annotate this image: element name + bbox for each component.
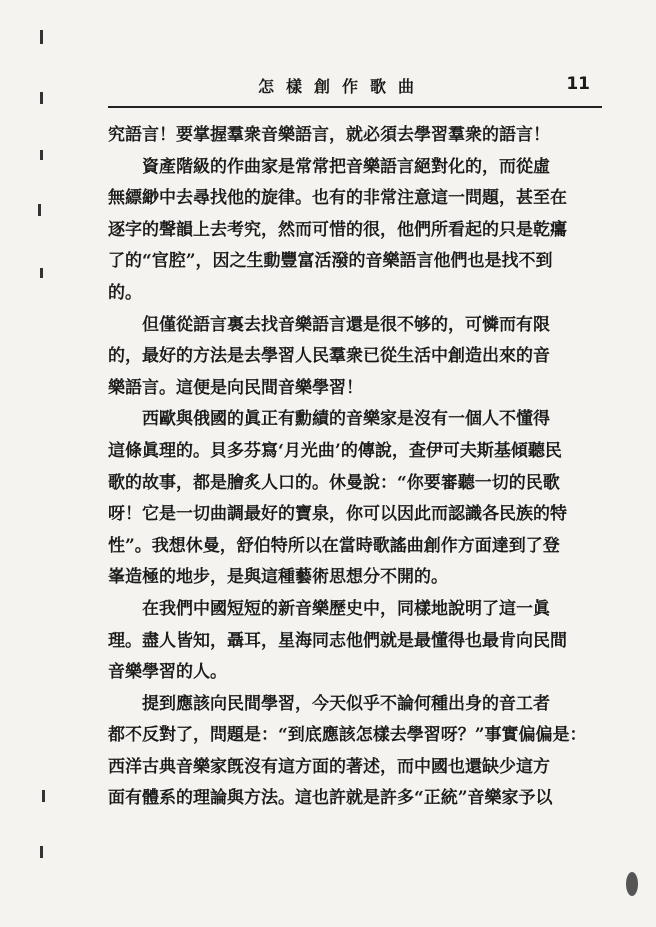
page-number: 11 — [566, 74, 590, 94]
text-line: 峯造極的地步，是與這種藝術思想分不開的。 — [108, 567, 448, 588]
binding-mark — [40, 268, 43, 278]
running-header — [108, 74, 594, 100]
text-line: 逐字的聲韻上去考究，然而可惜的很，他們所看起的只是乾癟 — [108, 219, 567, 240]
text-line: 但僅從語言裏去找音樂語言還是很不够的，可憐而有限 — [142, 314, 550, 335]
text-line: 歌的故事，都是膾炙人口的。休曼說：“你要審聽一切的民歌 — [108, 472, 560, 493]
binding-mark — [38, 204, 41, 216]
binding-mark — [40, 846, 43, 858]
binding-mark — [42, 790, 45, 802]
text-line: 的。 — [108, 282, 142, 303]
text-line: 西洋古典音樂家旣沒有這方面的著述，而中國也還缺少這方 — [108, 756, 550, 777]
text-line: 理。盡人皆知，聶耳，星海同志他們就是最懂得也最肯向民間 — [108, 630, 567, 651]
text-line: 呀！它是一切曲調最好的寶泉，你可以因此而認識各民族的特 — [108, 504, 567, 525]
text-line: 提到應該向民間學習，今天似乎不論何種出身的音工者 — [142, 693, 550, 714]
header-rule — [108, 106, 602, 108]
text-line: 在我們中國短短的新音樂歷史中，同樣地說明了這一眞 — [142, 598, 550, 619]
body-text — [108, 120, 608, 815]
text-line: 性”。我想休曼，舒伯特所以在當時歌謠曲創作方面達到了登 — [108, 535, 560, 556]
text-line: 西歐與俄國的眞正有勳績的音樂家是沒有一個人不懂得 — [142, 409, 550, 430]
binding-mark — [40, 30, 43, 44]
text-line: 資產階級的作曲家是常常把音樂語言絕對化的，而從虛 — [142, 156, 550, 177]
text-line: 樂語言。這便是向民間音樂學習！ — [108, 377, 363, 398]
text-line: 這條眞理的。貝多芬寫‘月光曲’的傳說，查伊可夫斯基傾聽民 — [108, 440, 562, 461]
ink-smudge — [626, 872, 638, 896]
text-line: 無縹緲中去尋找他的旋律。也有的非常注意這一問題，甚至在 — [108, 188, 567, 209]
text-line: 了的“官腔”，因之生動豐富活潑的音樂語言他們也是找不到 — [108, 251, 553, 272]
text-line: 都不反對了，問題是：“到底應該怎樣去學習呀？”事實偏偏是： — [108, 725, 587, 746]
text-line: 的，最好的方法是去學習人民羣衆已從生活中創造出來的音 — [108, 346, 550, 367]
text-line: 面有體系的理論與方法。這也許就是許多“正統”音樂家予以 — [108, 788, 553, 809]
text-line: 音樂學習的人。 — [108, 662, 227, 683]
binding-mark — [40, 150, 43, 160]
book-title: 怎樣創作歌曲 — [258, 77, 427, 96]
text-line: 究語言！要掌握羣衆音樂語言，就必須去學習羣衆的語言！ — [108, 125, 550, 145]
binding-mark — [40, 92, 43, 104]
